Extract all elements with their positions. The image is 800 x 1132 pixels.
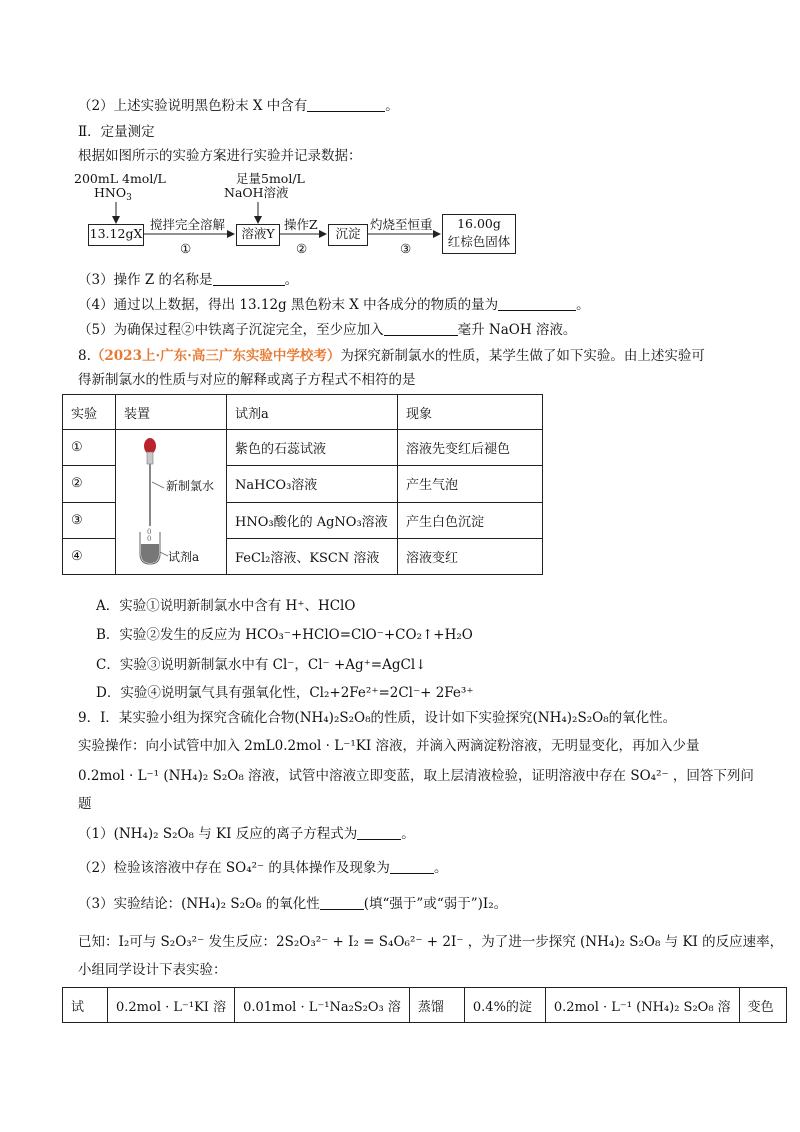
q9-line4: 题 [78,796,92,812]
header-cell: 实验 [63,395,116,430]
step3-label: 灼烧至恒重 [370,217,433,232]
answer-blank[interactable] [357,825,401,840]
option-a[interactable]: A．实验①说明新制氯水中含有 H⁺、HClO [96,598,356,614]
table-row [63,430,543,466]
device-label-reagent: 试剂a [168,550,200,564]
q8-stem-line2: 得新制氯水的性质与对应的解释或离子方程式不相符的是 [78,372,416,388]
q7-sub3: （3）操作 Z 的名称是 。 [78,272,299,288]
svg-text:0: 0 [147,528,152,536]
step2-num: ② [296,241,308,256]
answer-blank[interactable] [384,321,458,336]
q9-known: 已知：I₂可与 S₂O₃²⁻ 发生反应：2S₂O₃²⁻ + I₂ = S₄O₆²⁻ + 2I⁻ ，为了进一步探究 (NH₄)₂ S₂O₈ 与 KI 的反应速率， [78,934,784,950]
table-cell: 蒸馏 [409,988,464,1023]
table-row [63,988,787,1023]
q9-sub1: （1）(NH₄)₂ S₂O₈ 与 KI 反应的离子方程式为 。 [78,826,415,842]
table-cell: 0.2mol · L⁻¹KI 溶 [108,988,235,1023]
answer-blank[interactable] [307,97,385,112]
q8-stem-line1: 8.（2023上·广东·高三广东实验中学校考）为探究新制氯水的性质，某学生做了如下实验。由上述实验可 [78,348,705,364]
answer-blank[interactable] [213,271,285,286]
header-cell: 装置 [116,395,227,430]
phenomenon-cell: 产生气泡 [398,466,543,502]
flow-reagent1b: $HNO_3$ [94,185,132,203]
reagent-cell: FeCl₂溶液、KSCN 溶液 [227,538,398,574]
q9-line3: 0.2mol · L⁻¹ (NH₄)₂ S₂O₈ 溶液，试管中溶液立即变蓝，取上层清液检验，证明溶液中存在 SO₄²⁻ ，回答下列问 [78,768,754,784]
answer-blank[interactable] [320,895,364,910]
row-num: ③ [63,502,116,538]
step2-label: 操作Z [284,217,318,232]
option-d[interactable]: D．实验④说明氯气具有强氧化性，Cl₂+2Fe²⁺=2Cl⁻+ 2Fe³⁺ [96,685,474,701]
table-cell: 0.4%的淀 [464,988,545,1023]
row-num: ② [63,466,116,502]
device-label-chlorine-water: 新制氯水 [166,479,215,493]
row-num: ① [63,430,116,466]
step3-num: ③ [400,241,412,256]
box-precipitate: 沉淀 [328,224,368,246]
flow-reagent2: 足量5mol/L [236,171,305,186]
step1-label: 搅拌完全溶解 [150,217,226,232]
flow-diagram [72,168,532,268]
table-header-row [63,395,543,430]
q9-line2: 实验操作：向小试管中加入 2mL0.2mol · L⁻¹KI 溶液，并滴入两滴淀粉溶液，无明显变化，再加入少量 [78,738,700,754]
answer-blank[interactable] [498,296,576,311]
reagent-cell: NaHCO₃溶液 [227,466,398,502]
phenomenon-cell: 溶液变红 [398,538,543,574]
phenomenon-cell: 溶液先变红后褪色 [398,430,543,466]
q8-table [62,394,543,575]
box-sample: 13.12gX [88,224,144,246]
header-cell: 现象 [398,395,543,430]
phenomenon-cell: 产生白色沉淀 [398,502,543,538]
q9-line1: 9．Ⅰ．某实验小组为探究含硫化合物(NH₄)₂S₂O₈的性质，设计如下实验探究(NH₄)₂S₂O₈的氧化性。 [78,710,677,726]
box-product: 16.00g 红棕色固体 [442,214,516,254]
option-b[interactable]: B．实验②发生的反应为 HCO₃⁻+HClO=ClO⁻+CO₂↑+H₂O [96,627,473,643]
q9-sub3: （3）实验结论：(NH₄)₂ S₂O₈ 的氧化性 (填“强于”或“弱于”)I₂。 [78,896,508,912]
q7-sub2: （2）上述实验说明黑色粉末 X 中含有 。 [78,98,399,114]
svg-text:0: 0 [147,535,152,543]
table-cell: 0.01mol · L⁻¹Na₂S₂O₃ 溶 [235,988,410,1023]
q9-known2: 小组同学设计下表实验： [78,962,227,978]
section-title: Ⅱ．定量测定 [78,124,155,140]
reagent-cell: HNO₃酸化的 AgNO₃溶液 [227,502,398,538]
option-c[interactable]: C．实验③说明新制氯水中有 Cl⁻，Cl⁻ +Ag⁺=AgCl↓ [96,657,427,673]
table-cell: 变色 [739,988,786,1023]
header-cell: 试剂a [227,395,398,430]
q7-sub5: （5）为确保过程②中铁离子沉淀完全，至少应加入 毫升 NaOH 溶液。 [78,322,577,338]
q9-table [62,987,787,1023]
row-num: ④ [63,538,116,574]
step1-num: ① [180,241,192,256]
q9-sub2: （2）检验该溶液中存在 SO₄²⁻ 的具体操作及现象为 。 [78,860,448,876]
box-solution-y: 溶液Y [236,224,280,246]
table-cell: 0.2mol · L⁻¹ (NH₄)₂ S₂O₈ 溶 [545,988,739,1023]
flow-reagent2b: NaOH溶液 [224,185,289,200]
q8-source: （2023上·广东·高三广东实验中学校考） [90,348,341,364]
reagent-cell: 紫色的石蕊试液 [227,430,398,466]
device-cell [116,430,227,575]
table-cell: 试 [63,988,108,1023]
q7-sub4: （4）通过以上数据，得出 13.12g 黑色粉末 X 中各成分的物质的量为 。 [78,297,590,313]
q7-intro: 根据如图所示的实验方案进行实验并记录数据： [78,148,362,164]
flow-reagent1: 200mL 4mol/L [74,171,166,186]
answer-blank[interactable] [390,859,434,874]
